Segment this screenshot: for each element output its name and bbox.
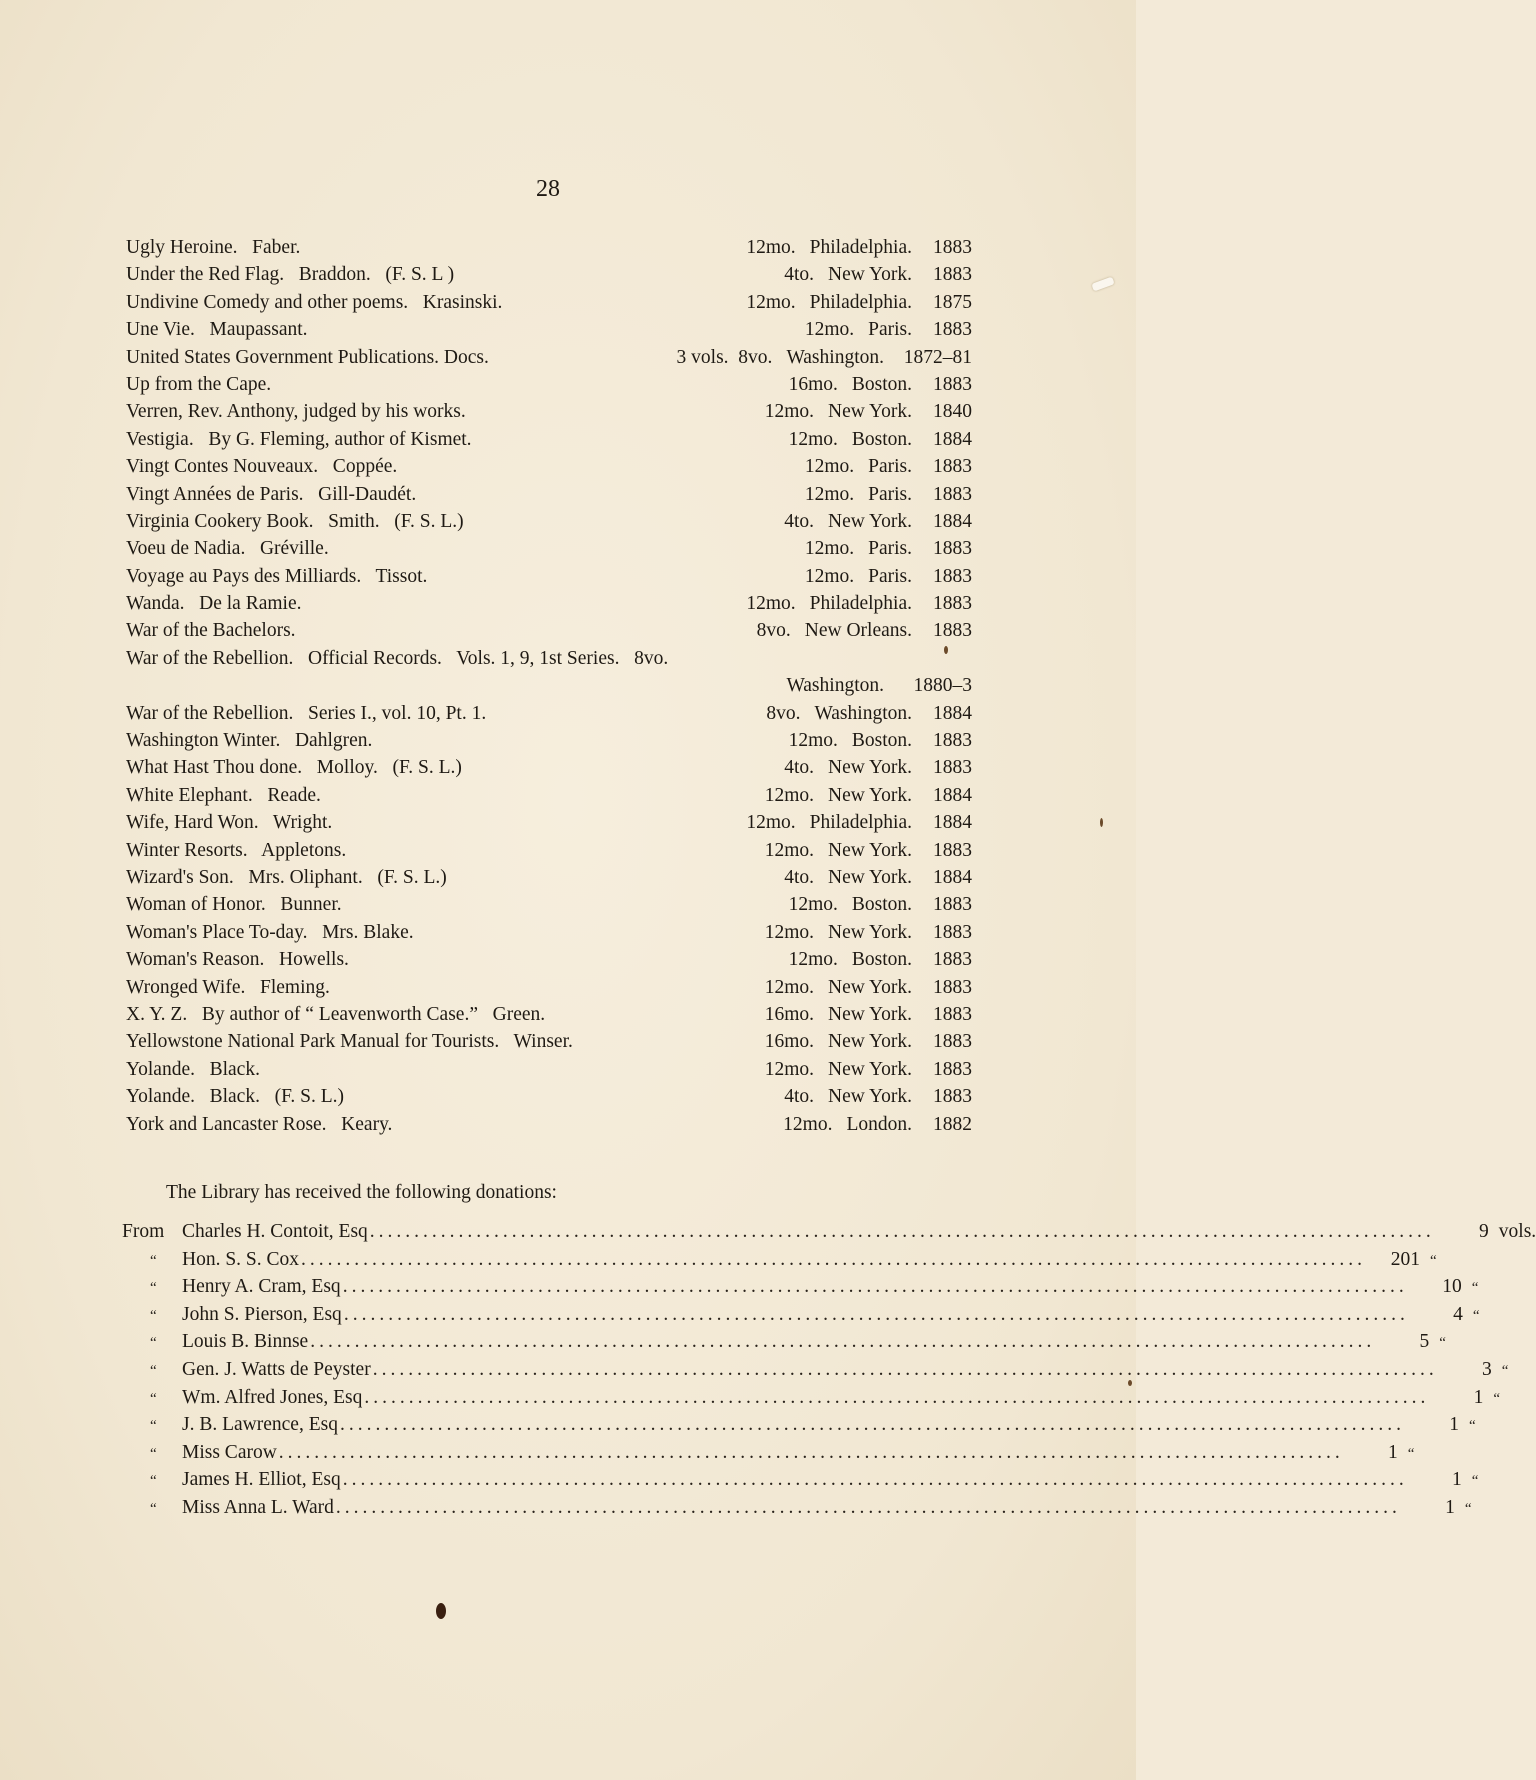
catalog-entries bbox=[126, 234, 972, 1138]
entry-title: Voeu de Nadia. Gréville. bbox=[126, 538, 329, 560]
entry-place: Washington. bbox=[786, 675, 884, 697]
entry-year: 1883 bbox=[933, 730, 972, 752]
volume-count: 1 bbox=[1449, 1414, 1459, 1436]
entry-format: 16mo. bbox=[764, 1003, 815, 1025]
entry-format: 4to. bbox=[784, 866, 815, 888]
entry-year: 1840 bbox=[933, 401, 972, 423]
volume-count: 3 bbox=[1481, 1358, 1492, 1380]
entry-format: 12mo. bbox=[764, 921, 815, 943]
entry-year: 1884 bbox=[933, 784, 972, 806]
entry-format: 4to. bbox=[784, 757, 815, 779]
donation-row bbox=[122, 1273, 1479, 1301]
entry-format: 16mo. bbox=[764, 1031, 815, 1053]
entry-place: Washington. bbox=[786, 346, 884, 368]
entry-year: 1884 bbox=[933, 812, 972, 834]
entry-format: 12mo. bbox=[764, 839, 815, 861]
entry-title: United States Government Publications. Docs. bbox=[126, 346, 489, 368]
ditto-mark: “ bbox=[1468, 1418, 1476, 1435]
catalog-entry bbox=[126, 754, 972, 781]
donations-intro: The Library has received the following donations: bbox=[166, 1182, 557, 1203]
ink-speck bbox=[1100, 818, 1103, 827]
donor-name: Miss Anna L. Ward bbox=[182, 1496, 334, 1518]
dot-leader: ........................................................................................................................ bbox=[310, 1331, 1376, 1353]
catalog-entry bbox=[126, 891, 972, 918]
donor-name: John S. Pierson, Esq bbox=[182, 1303, 342, 1325]
entry-year: 1882 bbox=[933, 1113, 972, 1135]
donor-name: J. B. Lawrence, Esq bbox=[182, 1414, 338, 1436]
entry-format: 12mo. bbox=[764, 976, 815, 998]
entry-title: Washington Winter. Dahlgren. bbox=[126, 730, 373, 752]
entry-year: 1883 bbox=[933, 264, 972, 286]
volume-count: 1 bbox=[1388, 1441, 1398, 1463]
ditto-mark: “ bbox=[1464, 1500, 1472, 1517]
entry-title: Undivine Comedy and other poems. Krasinski. bbox=[126, 291, 503, 313]
catalog-entry bbox=[126, 946, 972, 973]
entry-format: 12mo. bbox=[804, 456, 855, 478]
entry-place: Washington. bbox=[814, 702, 912, 724]
entry-format: 4to. bbox=[784, 1086, 815, 1108]
donation-row bbox=[122, 1494, 1472, 1522]
entry-year: 1883 bbox=[933, 757, 972, 779]
entry-format: 12mo. bbox=[804, 319, 855, 341]
entry-title: War of the Bachelors. bbox=[126, 620, 296, 642]
entry-format: 12mo. bbox=[804, 483, 855, 505]
entry-title: Wronged Wife. Fleming. bbox=[126, 976, 330, 998]
entry-year: 1883 bbox=[933, 894, 972, 916]
entry-format: 12mo. bbox=[788, 949, 838, 971]
entry-format: 4to. bbox=[784, 510, 815, 532]
entry-year: 1883 bbox=[933, 1058, 972, 1080]
entry-place: Paris. bbox=[868, 456, 912, 478]
catalog-entry bbox=[126, 782, 972, 809]
entry-title: Voyage au Pays des Milliards. Tissot. bbox=[126, 565, 428, 587]
catalog-entry bbox=[126, 700, 972, 727]
volume-count: 1 bbox=[1445, 1496, 1455, 1518]
donor-name: Wm. Alfred Jones, Esq bbox=[182, 1386, 363, 1408]
catalog-entry bbox=[126, 508, 972, 535]
entry-format: 12mo. bbox=[746, 812, 796, 834]
entry-place: New York. bbox=[828, 1003, 912, 1025]
entry-title: War of the Rebellion. Official Records. Vols. 1, 9, 1st Series. 8vo. bbox=[126, 647, 669, 669]
ditto-mark: “ bbox=[1407, 1445, 1415, 1462]
entry-place: London. bbox=[846, 1113, 912, 1135]
ditto-mark: “ bbox=[150, 1473, 157, 1490]
entry-year: 1884 bbox=[933, 428, 972, 450]
entry-format: 8vo. bbox=[756, 620, 791, 642]
ditto-mark: “ bbox=[1471, 1473, 1479, 1490]
donor-name: Henry A. Cram, Esq bbox=[182, 1276, 341, 1298]
catalog-entry bbox=[126, 1083, 972, 1110]
entry-title: What Hast Thou done. Molloy. (F. S. L.) bbox=[126, 757, 462, 779]
catalog-entry bbox=[126, 590, 972, 617]
catalog-entry bbox=[126, 809, 972, 836]
donation-row bbox=[122, 1218, 1536, 1246]
entry-place: Philadelphia. bbox=[809, 812, 912, 834]
dot-leader: ........................................................................................................................ bbox=[278, 1441, 1344, 1463]
donation-row bbox=[122, 1384, 1501, 1412]
ditto-mark: “ bbox=[1501, 1362, 1509, 1379]
catalog-entry bbox=[126, 1056, 972, 1083]
ditto-mark: “ bbox=[1430, 1252, 1437, 1269]
donor-name: Hon. S. S. Cox bbox=[182, 1248, 300, 1270]
ditto-mark: “ bbox=[150, 1252, 157, 1269]
unit-label: vols. bbox=[1498, 1221, 1536, 1242]
entry-format: 12mo. bbox=[804, 565, 855, 587]
catalog-entry bbox=[126, 371, 972, 398]
entry-year: 1880–3 bbox=[913, 675, 972, 697]
catalog-entry bbox=[126, 234, 972, 261]
entry-title: White Elephant. Reade. bbox=[126, 784, 321, 806]
entry-place: New Orleans. bbox=[804, 620, 912, 642]
entry-year: 1883 bbox=[933, 1003, 972, 1025]
catalog-entry bbox=[126, 672, 972, 699]
catalog-entry bbox=[126, 1028, 972, 1055]
volume-count: 4 bbox=[1453, 1303, 1463, 1325]
catalog-entry bbox=[126, 1111, 972, 1138]
entry-title: Wife, Hard Won. Wright. bbox=[126, 812, 333, 834]
entry-place: New York. bbox=[828, 839, 912, 861]
entry-format: 12mo. bbox=[764, 1058, 815, 1080]
entry-place: Philadelphia. bbox=[809, 237, 912, 258]
entry-year: 1883 bbox=[933, 921, 972, 943]
entry-place: Paris. bbox=[868, 538, 912, 560]
entry-format: 12mo. bbox=[788, 730, 838, 752]
entry-year: 1883 bbox=[933, 620, 972, 642]
catalog-entry bbox=[126, 837, 972, 864]
entry-year: 1883 bbox=[933, 456, 972, 478]
donation-row bbox=[122, 1328, 1446, 1356]
donation-row bbox=[122, 1356, 1509, 1384]
entry-place: Philadelphia. bbox=[809, 291, 912, 313]
entry-title: Woman's Place To-day. Mrs. Blake. bbox=[126, 921, 414, 943]
catalog-entry bbox=[126, 919, 972, 946]
catalog-entry bbox=[126, 426, 972, 453]
catalog-entry bbox=[126, 481, 972, 508]
entry-title: Yolande. Black. bbox=[126, 1058, 260, 1080]
entry-place: Boston. bbox=[851, 373, 912, 395]
entry-year: 1883 bbox=[933, 593, 972, 615]
entry-place: Boston. bbox=[851, 428, 912, 450]
ink-speck bbox=[944, 646, 948, 654]
ditto-mark: “ bbox=[150, 1390, 157, 1407]
entry-format: 16mo. bbox=[788, 373, 838, 395]
entry-title: War of the Rebellion. Series I., vol. 10, Pt. 1. bbox=[126, 702, 487, 724]
entry-format: 3 vols. 8vo. bbox=[676, 346, 773, 368]
entry-title: Up from the Cape. bbox=[126, 373, 272, 395]
donation-row bbox=[122, 1246, 1437, 1274]
catalog-entry bbox=[126, 261, 972, 288]
dot-leader: ........................................................................................................................ bbox=[369, 1221, 1435, 1242]
volume-count: 9 bbox=[1479, 1221, 1489, 1242]
entry-place: New York. bbox=[828, 866, 912, 888]
catalog-entry bbox=[126, 864, 972, 891]
entry-format: 12mo. bbox=[788, 894, 838, 916]
entry-year: 1883 bbox=[933, 1086, 972, 1108]
entry-place: Philadelphia. bbox=[809, 593, 912, 615]
entry-title: Yolande. Black. (F. S. L.) bbox=[126, 1086, 344, 1108]
donor-name: Louis B. Binnse bbox=[182, 1331, 309, 1353]
catalog-entry bbox=[126, 453, 972, 480]
entry-title: Virginia Cookery Book. Smith. (F. S. L.) bbox=[126, 510, 464, 532]
volume-count: 1 bbox=[1451, 1469, 1462, 1491]
entry-place: New York. bbox=[828, 921, 912, 943]
entry-year: 1883 bbox=[933, 839, 972, 861]
ditto-mark: “ bbox=[1471, 1280, 1479, 1297]
from-label: From bbox=[122, 1221, 165, 1242]
entry-place: Paris. bbox=[868, 319, 912, 341]
catalog-entry bbox=[126, 1001, 972, 1028]
entry-title: X. Y. Z. By author of “ Leavenworth Case.” Green. bbox=[126, 1003, 546, 1025]
entry-year: 1883 bbox=[933, 237, 972, 258]
dot-leader: ........................................................................................................................ bbox=[372, 1358, 1438, 1380]
donor-name: James H. Elliot, Esq bbox=[182, 1469, 341, 1491]
entry-format: 12mo. bbox=[764, 784, 815, 806]
entry-year: 1883 bbox=[933, 1031, 972, 1053]
entry-title: Wizard's Son. Mrs. Oliphant. (F. S. L.) bbox=[126, 866, 447, 888]
entry-title: Woman's Reason. Howells. bbox=[126, 949, 349, 971]
ditto-mark: “ bbox=[1439, 1335, 1446, 1352]
catalog-entry bbox=[126, 645, 972, 672]
dot-leader: ........................................................................................................................ bbox=[335, 1496, 1401, 1518]
donor-name: Gen. J. Watts de Peyster bbox=[182, 1358, 371, 1380]
catalog-entry bbox=[126, 398, 972, 425]
ditto-mark: “ bbox=[1493, 1390, 1501, 1407]
entry-format: 4to. bbox=[784, 264, 815, 286]
entry-year: 1883 bbox=[933, 483, 972, 505]
catalog-entry bbox=[126, 289, 972, 316]
ditto-mark: “ bbox=[150, 1280, 157, 1297]
entry-format: 12mo. bbox=[746, 291, 796, 313]
dot-leader: ........................................................................................................................ bbox=[339, 1414, 1405, 1436]
dot-leader: ........................................................................................................................ bbox=[301, 1248, 1367, 1270]
entry-format: 12mo. bbox=[746, 237, 796, 258]
entry-place: New York. bbox=[828, 1086, 912, 1108]
dot-leader: ........................................................................................................................ bbox=[364, 1386, 1430, 1408]
entry-title: York and Lancaster Rose. Keary. bbox=[126, 1113, 393, 1135]
entry-year: 1884 bbox=[933, 510, 972, 532]
entry-format: 12mo. bbox=[764, 401, 815, 423]
entry-title: Verren, Rev. Anthony, judged by his works. bbox=[126, 401, 466, 423]
dot-leader: ........................................................................................................................ bbox=[343, 1303, 1409, 1325]
catalog-entry bbox=[126, 617, 972, 644]
entry-place: Paris. bbox=[868, 483, 912, 505]
entry-format: 8vo. bbox=[766, 702, 801, 724]
volume-count: 5 bbox=[1419, 1331, 1430, 1353]
ditto-mark: “ bbox=[1472, 1307, 1480, 1324]
entry-place: Paris. bbox=[868, 565, 912, 587]
entry-format: 12mo. bbox=[788, 428, 838, 450]
donation-row bbox=[122, 1439, 1415, 1467]
entry-place: New York. bbox=[828, 976, 912, 998]
catalog-entry bbox=[126, 727, 972, 754]
catalog-entry bbox=[126, 563, 972, 590]
entry-year: 1883 bbox=[933, 538, 972, 560]
donation-row bbox=[122, 1466, 1479, 1494]
entry-year: 1872–81 bbox=[903, 346, 972, 368]
ditto-mark: “ bbox=[150, 1500, 157, 1517]
paper-tear bbox=[1091, 276, 1114, 291]
entry-year: 1883 bbox=[933, 319, 972, 341]
entry-place: New York. bbox=[828, 401, 912, 423]
entry-year: 1883 bbox=[933, 565, 972, 587]
donation-row bbox=[122, 1411, 1476, 1439]
donation-row bbox=[122, 1301, 1480, 1329]
donor-name: Charles H. Contoit, Esq bbox=[182, 1221, 368, 1242]
entry-place: New York. bbox=[828, 1031, 912, 1053]
entry-place: Boston. bbox=[851, 894, 912, 916]
ditto-mark: “ bbox=[150, 1307, 157, 1324]
entry-year: 1884 bbox=[933, 702, 972, 724]
catalog-entry bbox=[126, 974, 972, 1001]
donations-list bbox=[122, 1218, 1536, 1522]
entry-title: Wanda. De la Ramie. bbox=[126, 593, 302, 615]
entry-format: 12mo. bbox=[783, 1113, 833, 1135]
entry-place: Boston. bbox=[851, 949, 912, 971]
entry-year: 1875 bbox=[933, 291, 972, 313]
entry-place: New York. bbox=[828, 757, 912, 779]
page-number: 28 bbox=[536, 176, 560, 202]
volume-count: 10 bbox=[1442, 1276, 1462, 1298]
catalog-entry bbox=[126, 316, 972, 343]
entry-title: Woman of Honor. Bunner. bbox=[126, 894, 342, 916]
entry-place: New York. bbox=[828, 264, 912, 286]
entry-title: Ugly Heroine. Faber. bbox=[126, 237, 301, 258]
entry-title: Under the Red Flag. Braddon. (F. S. L ) bbox=[126, 264, 455, 286]
dot-leader: ........................................................................................................................ bbox=[342, 1276, 1408, 1298]
entry-format: 12mo. bbox=[746, 593, 796, 615]
entry-place: New York. bbox=[828, 1058, 912, 1080]
entry-title: Vingt Années de Paris. Gill-Daudét. bbox=[126, 483, 417, 505]
entry-title: Vestigia. By G. Fleming, author of Kismet. bbox=[126, 428, 472, 450]
catalog-entry bbox=[126, 344, 972, 371]
entry-place: New York. bbox=[828, 510, 912, 532]
entry-title: Yellowstone National Park Manual for Tourists. Winser. bbox=[126, 1031, 573, 1053]
dot-leader: ........................................................................................................................ bbox=[342, 1469, 1408, 1491]
donor-name: Miss Carow bbox=[182, 1441, 277, 1463]
entry-place: Boston. bbox=[851, 730, 912, 752]
entry-title: Vingt Contes Nouveaux. Coppée. bbox=[126, 456, 398, 478]
entry-title: Une Vie. Maupassant. bbox=[126, 319, 308, 341]
volume-count: 201 bbox=[1390, 1248, 1421, 1270]
entry-year: 1884 bbox=[933, 866, 972, 888]
catalog-entry bbox=[126, 535, 972, 562]
ditto-mark: “ bbox=[150, 1362, 157, 1379]
ink-speck bbox=[1128, 1380, 1132, 1386]
ink-blot bbox=[436, 1603, 446, 1619]
ditto-mark: “ bbox=[150, 1335, 157, 1352]
ditto-mark: “ bbox=[150, 1418, 157, 1435]
volume-count: 1 bbox=[1473, 1386, 1484, 1408]
entry-year: 1883 bbox=[933, 373, 972, 395]
ditto-mark: “ bbox=[150, 1445, 157, 1462]
entry-year: 1883 bbox=[933, 976, 972, 998]
entry-title: Winter Resorts. Appletons. bbox=[126, 839, 347, 861]
entry-year: 1883 bbox=[933, 949, 972, 971]
entry-format: 12mo. bbox=[804, 538, 855, 560]
entry-place: New York. bbox=[828, 784, 912, 806]
